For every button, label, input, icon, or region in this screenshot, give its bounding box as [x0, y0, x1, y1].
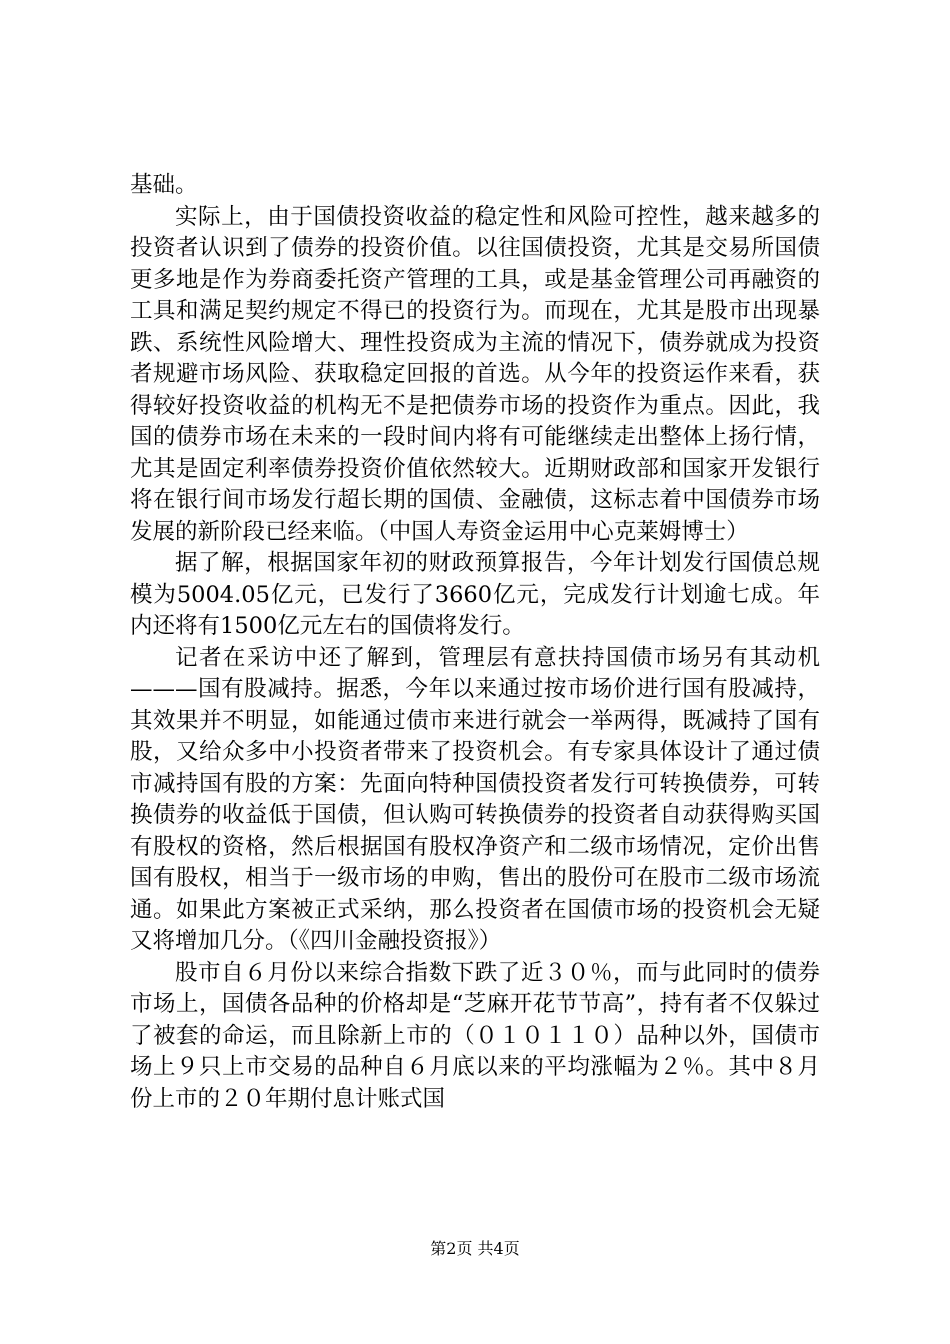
- paragraph: 据了解，根据国家年初的财政预算报告，今年计划发行国债总规模为5004.05亿元，已发行了3660亿元，完成发行计划逾七成。年内还将有1500亿元左右的国债将发行。: [130, 550, 820, 639]
- document-body: [130, 170, 820, 1115]
- page-number-footer: 第2页 共4页: [430, 1239, 520, 1258]
- paragraph: 股市自６月份以来综合指数下跌了近３０％，而与此同时的债券市场上，国债各品种的价格却是“芝麻开花节节高”，持有者不仅躲过了被套的命运，而且除新上市的（０１０１１０）品种以外，国债市场上９只上市交易的品种自６月底以来的平均涨幅为２％。其中８月份上市的２０年期付息计账式国: [130, 959, 820, 1112]
- paragraph: 基础。: [130, 172, 198, 198]
- paragraph: 记者在采访中还了解到，管理层有意扶持国债市场另有其动机———国有股减持。据悉，今年以来通过按市场价进行国有股减持，其效果并不明显，如能通过债市来进行就会一举两得，既减持了国有股，又给众多中小投资者带来了投资机会。有专家具体设计了通过债市减持国有股的方案：先面向特种国债投资者发行可转换债券，可转换债券的收益低于国债，但认购可转换债券的投资者自动获得购买国有股权的资格，然后根据国有股权净资产和二级市场情况，定价出售国有股权，相当于一级市场的申购，售出的股份可在股市二级市场流通。如果此方案被正式采纳，那么投资者在国债市场的投资机会无疑又将增加几分。（《四川金融投资报》）: [130, 644, 820, 954]
- paragraph: 实际上，由于国债投资收益的稳定性和风险可控性，越来越多的投资者认识到了债券的投资价值。以往国债投资，尤其是交易所国债更多地是作为券商委托资产管理的工具，或是基金管理公司再融资的工具和满足契约规定不得已的投资行为。而现在，尤其是股市出现暴跌、系统性风险增大、理性投资成为主流的情况下，债券就成为投资者规避市场风险、获取稳定回报的首选。从今年的投资运作来看，获得较好投资收益的机构无不是把债券市场的投资作为重点。因此，我国的债券市场在未来的一段时间内将有可能继续走出整体上扬行情，尤其是固定利率债券投资价值依然较大。近期财政部和国家开发银行将在银行间市场发行超长期的国债、金融债，这标志着中国债券市场发展的新阶段已经来临。（中国人寿资金运用中心克莱姆博士）: [130, 203, 820, 545]
